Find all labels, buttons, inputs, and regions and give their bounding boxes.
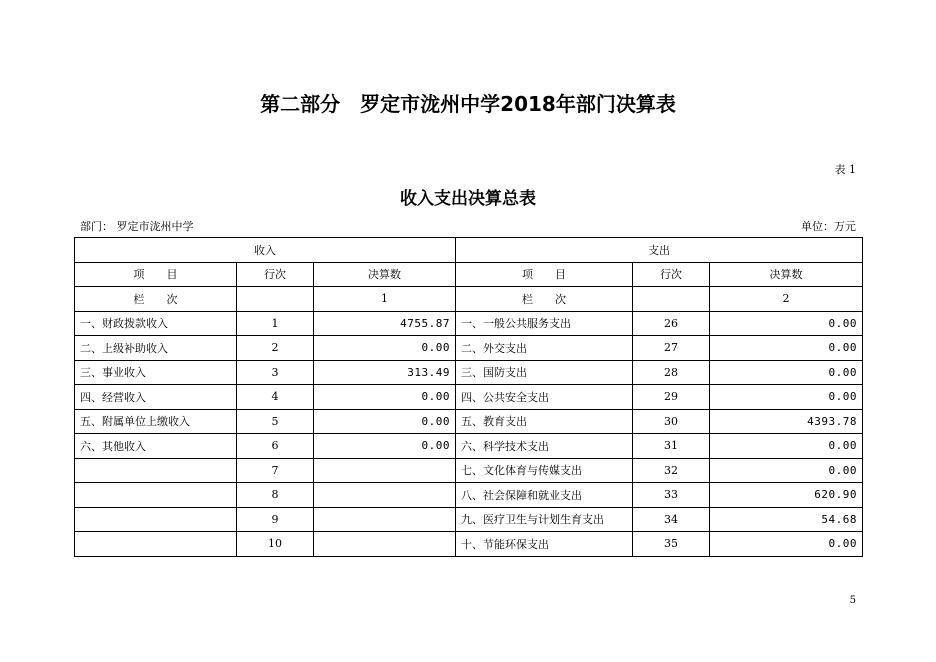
income-row-no-cell: 9: [237, 507, 314, 532]
expense-row-no-cell: 27: [633, 336, 710, 361]
income-amount-cell: 0.00: [314, 336, 456, 361]
summary-table: [74, 237, 863, 557]
income-amount-cell: [314, 532, 456, 557]
income-amount-cell: [314, 483, 456, 508]
expense-amount-cell: 0.00: [710, 311, 863, 336]
expense-item-cell: 六、科学技术支出: [456, 434, 633, 459]
income-amount-header: 决算数: [314, 262, 456, 287]
expense-row-no-cell: 33: [633, 483, 710, 508]
income-header: 收入: [75, 238, 456, 263]
expense-row-no-cell: 28: [633, 360, 710, 385]
table-row: [75, 385, 863, 410]
income-item-cell: [75, 507, 237, 532]
income-row-no-cell: 8: [237, 483, 314, 508]
section-header-row: [75, 238, 863, 263]
table-row: [75, 311, 863, 336]
expense-row-no-cell: 31: [633, 434, 710, 459]
income-item-cell: 六、其他收入: [75, 434, 237, 459]
expense-item-cell: 十、节能环保支出: [456, 532, 633, 557]
income-lanci-empty: [237, 287, 314, 312]
table-row: [75, 409, 863, 434]
expense-item-cell: 五、教育支出: [456, 409, 633, 434]
income-row-no-cell: 7: [237, 458, 314, 483]
unit-label: 单位：万元: [801, 220, 856, 233]
income-row-no-cell: 5: [237, 409, 314, 434]
page-title: 第二部分 罗定市泷州中学2018年部门决算表: [260, 92, 676, 116]
income-amount-cell: [314, 458, 456, 483]
table-row: [75, 458, 863, 483]
expense-lanci-label: 栏 次: [456, 287, 633, 312]
expense-row-no-cell: 29: [633, 385, 710, 410]
expense-item-cell: 一、一般公共服务支出: [456, 311, 633, 336]
table-row: [75, 483, 863, 508]
expense-amount-cell: 0.00: [710, 360, 863, 385]
expense-row-no-header: 行次: [633, 262, 710, 287]
income-item-cell: [75, 458, 237, 483]
income-lanci-number: 1: [314, 287, 456, 312]
page-number: 5: [849, 595, 856, 606]
expense-row-no-cell: 34: [633, 507, 710, 532]
expense-row-no-cell: 30: [633, 409, 710, 434]
expense-amount-cell: 0.00: [710, 336, 863, 361]
expense-item-cell: 九、医疗卫生与计划生育支出: [456, 507, 633, 532]
expense-lanci-empty: [633, 287, 710, 312]
expense-amount-cell: 0.00: [710, 532, 863, 557]
expense-amount-cell: 0.00: [710, 458, 863, 483]
expense-item-header: 项 目: [456, 262, 633, 287]
expense-amount-cell: 54.68: [710, 507, 863, 532]
income-row-no-cell: 3: [237, 360, 314, 385]
expense-item-cell: 三、国防支出: [456, 360, 633, 385]
table-number: 表 1: [834, 163, 856, 176]
table-row: [75, 532, 863, 557]
department-label: 部门： 罗定市泷州中学: [80, 220, 194, 233]
column-index-row: [75, 287, 863, 312]
income-row-no-cell: 1: [237, 311, 314, 336]
income-amount-cell: 0.00: [314, 434, 456, 459]
income-item-header: 项 目: [75, 262, 237, 287]
expense-item-cell: 七、文化体育与传媒支出: [456, 458, 633, 483]
expense-amount-cell: 0.00: [710, 385, 863, 410]
income-amount-cell: 4755.87: [314, 311, 456, 336]
income-amount-cell: 0.00: [314, 409, 456, 434]
expense-item-cell: 八、社会保障和就业支出: [456, 483, 633, 508]
income-item-cell: 五、附属单位上缴收入: [75, 409, 237, 434]
table-row: [75, 336, 863, 361]
expense-header: 支出: [456, 238, 863, 263]
income-amount-cell: 0.00: [314, 385, 456, 410]
income-item-cell: 三、事业收入: [75, 360, 237, 385]
expense-lanci-number: 2: [710, 287, 863, 312]
income-amount-cell: 313.49: [314, 360, 456, 385]
expense-item-cell: 二、外交支出: [456, 336, 633, 361]
table-title: 收入支出决算总表: [400, 189, 536, 209]
income-lanci-label: 栏 次: [75, 287, 237, 312]
expense-item-cell: 四、公共安全支出: [456, 385, 633, 410]
expense-amount-cell: 4393.78: [710, 409, 863, 434]
income-row-no-cell: 10: [237, 532, 314, 557]
income-row-no-cell: 4: [237, 385, 314, 410]
income-item-cell: 一、财政拨款收入: [75, 311, 237, 336]
expense-amount-cell: 0.00: [710, 434, 863, 459]
expense-row-no-cell: 26: [633, 311, 710, 336]
column-header-row: [75, 262, 863, 287]
income-row-no-header: 行次: [237, 262, 314, 287]
income-row-no-cell: 2: [237, 336, 314, 361]
expense-row-no-cell: 32: [633, 458, 710, 483]
expense-row-no-cell: 35: [633, 532, 710, 557]
income-amount-cell: [314, 507, 456, 532]
income-item-cell: [75, 532, 237, 557]
table-row: [75, 434, 863, 459]
income-item-cell: [75, 483, 237, 508]
income-item-cell: 四、经营收入: [75, 385, 237, 410]
income-item-cell: 二、上级补助收入: [75, 336, 237, 361]
expense-amount-header: 决算数: [710, 262, 863, 287]
table-row: [75, 360, 863, 385]
expense-amount-cell: 620.90: [710, 483, 863, 508]
table-row: [75, 507, 863, 532]
income-row-no-cell: 6: [237, 434, 314, 459]
